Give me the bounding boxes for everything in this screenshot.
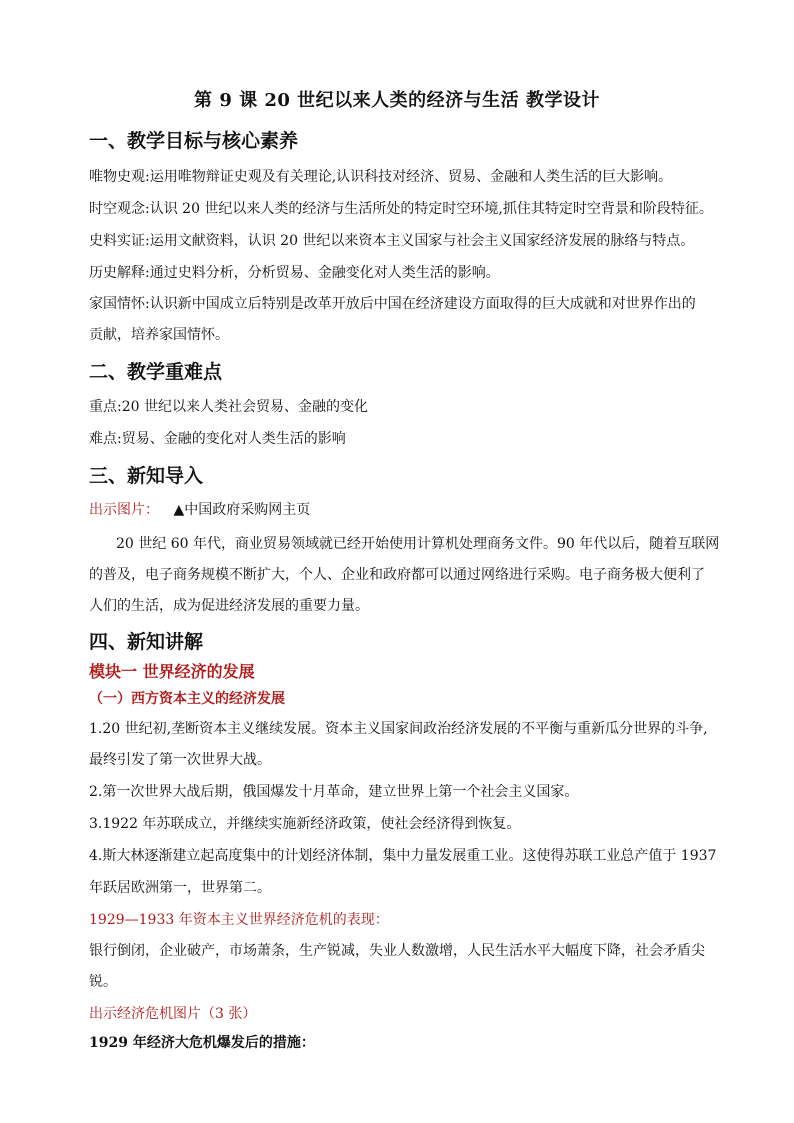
section-heading-objectives: 一、教学目标与核心素养 bbox=[89, 130, 299, 152]
page-title: 第 9 课 20 世纪以来人类的经济与生活 教学设计 bbox=[194, 90, 600, 111]
paragraph-line: 人们的生活，成为促进经济发展的重要力量。 bbox=[89, 598, 369, 614]
paragraph-line: 年跃居欧洲第一，世界第二。 bbox=[89, 880, 271, 896]
paragraph-line: 3.1922 年苏联成立，并继续实施新经济政策，使社会经济得到恢复。 bbox=[89, 816, 521, 832]
paragraph-line: 贡献，培养家国情怀。 bbox=[89, 327, 229, 343]
paragraph-line: 1.20 世纪初,垄断资本主义继续发展。资本主义国家间政治经济发展的不平衡与重新瓜分世界的斗争, bbox=[89, 721, 708, 737]
paragraph-line: 锐。 bbox=[89, 974, 117, 990]
module-heading: 模块一 世界经济的发展 bbox=[89, 662, 255, 681]
section-heading-lecture: 四、新知讲解 bbox=[89, 631, 204, 653]
paragraph-line: 时空观念:认识 20 世纪以来人类的经济与生活所处的特定时空环境,抓住其特定时空背景和阶段特征。 bbox=[89, 201, 713, 217]
image-caption: ▲中国政府采购网主页 bbox=[173, 502, 311, 518]
paragraph-line: 重点:20 世纪以来人类社会贸易、金融的变化 bbox=[89, 399, 368, 415]
measures-heading: 1929 年经济大危机爆发后的措施： bbox=[89, 1035, 315, 1051]
show-crisis-images: 出示经济危机图片（3 张） bbox=[89, 1006, 257, 1022]
paragraph-line: 难点:贸易、金融的变化对人类生活的影响 bbox=[89, 431, 346, 447]
paragraph-line: 最终引发了第一次世界大战。 bbox=[89, 752, 271, 768]
paragraph-line: 家国情怀:认识新中国成立后特别是改革开放后中国在经济建设方面取得的巨大成就和对世界作出的 bbox=[89, 296, 696, 312]
paragraph-line: 4.斯大林逐渐建立起高度集中的计划经济体制，集中力量发展重工业。这使得苏联工业总产值于 1937 bbox=[89, 848, 717, 864]
paragraph-line: 2.第一次世界大战后期，俄国爆发十月革命，建立世界上第一个社会主义国家。 bbox=[89, 784, 579, 800]
section-heading-introduction: 三、新知导入 bbox=[89, 465, 204, 487]
paragraph-line: 20 世纪 60 年代，商业贸易领域就已经开始使用计算机处理商务文件。90 年代以后，随着互联网 bbox=[116, 536, 720, 552]
paragraph-line: 史料实证:运用文献资料，认识 20 世纪以来资本主义国家与社会主义国家经济发展的脉络与特点。 bbox=[89, 233, 695, 249]
paragraph-line: 唯物史观:运用唯物辩证史观及有关理论,认识科技对经济、贸易、金融和人类生活的巨大影响。 bbox=[89, 169, 673, 185]
show-image-label: 出示图片： bbox=[89, 502, 159, 518]
show-image-line bbox=[89, 499, 709, 519]
crisis-heading: 1929—1933 年资本主义世界经济危机的表现： bbox=[89, 912, 389, 928]
section-heading-key-points: 二、教学重难点 bbox=[89, 361, 223, 383]
paragraph-line: 的普及，电子商务规模不断扩大，个人、企业和政府都可以通过网络进行采购。电子商务极大便利了 bbox=[89, 567, 705, 583]
subsection-heading: （一）西方资本主义的经济发展 bbox=[89, 691, 285, 707]
paragraph-line: 银行倒闭，企业破产，市场萧条，生产锐减，失业人数激增，人民生活水平大幅度下降，社会矛盾尖 bbox=[89, 943, 705, 959]
paragraph-line: 历史解释:通过史料分析，分析贸易、金融变化对人类生活的影响。 bbox=[89, 265, 500, 281]
